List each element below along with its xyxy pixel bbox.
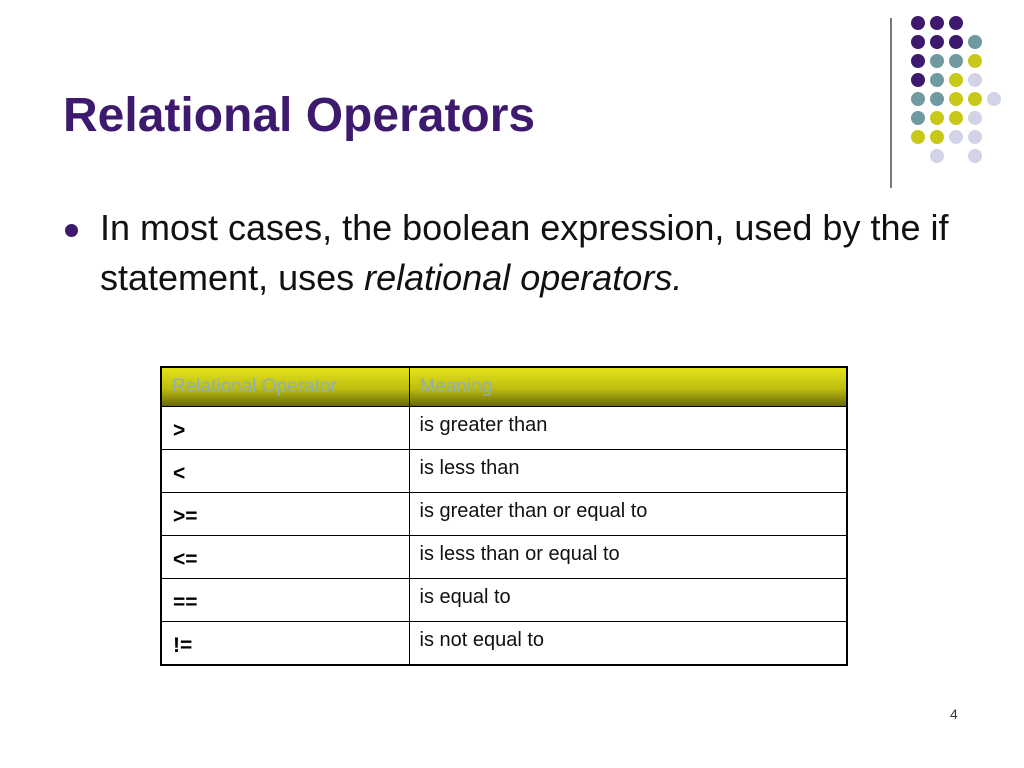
decorative-dot bbox=[968, 92, 982, 106]
meaning-cell: is less than bbox=[409, 450, 847, 493]
operator-cell: <= bbox=[161, 536, 409, 579]
operator-cell: > bbox=[161, 407, 409, 450]
decorative-dot bbox=[949, 35, 963, 49]
header-relational-operator: Relational Operator bbox=[161, 367, 409, 407]
decorative-dot bbox=[930, 149, 944, 163]
decorative-dot bbox=[949, 16, 963, 30]
meaning-cell: is less than or equal to bbox=[409, 536, 847, 579]
decorative-dot bbox=[949, 111, 963, 125]
operators-table bbox=[160, 366, 848, 666]
decorative-dot bbox=[911, 92, 925, 106]
decorative-dot bbox=[930, 111, 944, 125]
bullet-text-emphasis: relational operators. bbox=[364, 257, 683, 298]
bullet-text-plain: In most cases, the boolean expression, used by the if statement, uses bbox=[100, 207, 949, 298]
decorative-dot bbox=[949, 130, 963, 144]
decorative-dot bbox=[968, 111, 982, 125]
meaning-cell: is equal to bbox=[409, 579, 847, 622]
decorative-dot bbox=[911, 111, 925, 125]
decorative-divider bbox=[890, 18, 892, 188]
decorative-dot bbox=[930, 16, 944, 30]
decorative-dot bbox=[930, 35, 944, 49]
decorative-dot bbox=[968, 130, 982, 144]
decorative-dot bbox=[911, 130, 925, 144]
decorative-dot bbox=[968, 149, 982, 163]
table-header-row bbox=[161, 367, 847, 407]
table-row bbox=[161, 450, 847, 493]
operator-cell: == bbox=[161, 579, 409, 622]
table-row bbox=[161, 407, 847, 450]
bullet-icon bbox=[65, 224, 78, 237]
decorative-dot bbox=[930, 54, 944, 68]
decorative-dot bbox=[930, 130, 944, 144]
meaning-cell: is greater than bbox=[409, 407, 847, 450]
decorative-dot bbox=[911, 16, 925, 30]
decorative-dot bbox=[911, 73, 925, 87]
decorative-dot bbox=[930, 92, 944, 106]
decorative-dot bbox=[911, 35, 925, 49]
decorative-dot bbox=[949, 73, 963, 87]
operator-cell: < bbox=[161, 450, 409, 493]
operator-cell: != bbox=[161, 622, 409, 665]
decorative-dot bbox=[911, 54, 925, 68]
decorative-dot bbox=[968, 54, 982, 68]
meaning-cell: is not equal to bbox=[409, 622, 847, 665]
decorative-dot bbox=[968, 73, 982, 87]
table-row bbox=[161, 579, 847, 622]
header-meaning: Meaning bbox=[409, 367, 847, 407]
decorative-dot bbox=[968, 35, 982, 49]
table-row bbox=[161, 536, 847, 579]
decorative-dot bbox=[930, 73, 944, 87]
decorative-dot bbox=[949, 92, 963, 106]
decorative-dot bbox=[949, 54, 963, 68]
operator-cell: >= bbox=[161, 493, 409, 536]
decorative-dot bbox=[987, 92, 1001, 106]
table-row bbox=[161, 622, 847, 665]
bullet-text bbox=[100, 203, 960, 303]
page-number: 4 bbox=[950, 706, 958, 722]
meaning-cell: is greater than or equal to bbox=[409, 493, 847, 536]
table-row bbox=[161, 493, 847, 536]
slide-title: Relational Operators bbox=[63, 89, 536, 142]
